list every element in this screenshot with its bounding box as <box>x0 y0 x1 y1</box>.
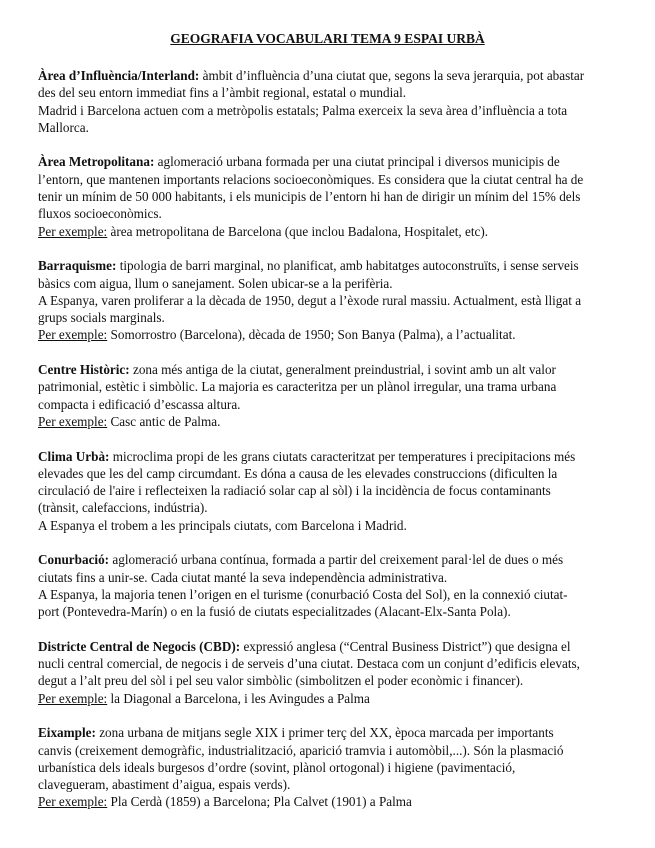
entry-text: l’entorn, que mantenen importants relacions socioeconòmiques. Es considera que la ciutat central ha de <box>38 171 584 187</box>
entry-term: Barraquisme: <box>38 258 117 274</box>
entry-line <box>38 413 638 430</box>
entry-text: àmbit d’influència d’una ciutat que, segons la seva jerarquia, pot abastar <box>199 68 585 83</box>
entry-text: tenir un mínim de 50 000 habitants, i els municipis de l’entorn hi han de dirigir un mínim del 15% dels <box>38 189 581 205</box>
example-label: Per exemple: <box>38 327 108 343</box>
entry-text: A Espanya, varen proliferar a la dècada de 1950, degut a l’èxode rural massiu. Actualment, està lligat a <box>38 292 582 308</box>
entry-text: zona urbana de mitjans segle XIX i primer terç del XX, època marcada per importants <box>95 725 554 741</box>
entry-text: urbanística dels ideals burgesos d’ordre (sovint, plànol ortogonal) i higiene (pavimentació, <box>38 759 516 775</box>
entry-line <box>38 188 638 205</box>
entry-line <box>38 292 638 309</box>
entry-term: Centre Històric: <box>38 362 130 378</box>
entry-line <box>38 603 638 620</box>
entry-text: aglomeració urbana formada per una ciutat principal i diversos municipis de <box>154 154 560 170</box>
entry-text: tipologia de barri marginal, no planificat, amb habitatges autoconstruïts, i sense serveis <box>116 258 579 274</box>
entry-line <box>38 759 638 776</box>
entry-text: clavegueram, abastiment d’aigua, espais verds). <box>38 777 291 793</box>
entry-line <box>38 517 638 534</box>
entry-line <box>38 275 638 292</box>
entry-line <box>38 482 638 499</box>
entry-line <box>38 776 638 793</box>
vocabulary-entry <box>38 448 638 534</box>
entry-text: la Diagonal a Barcelona, i les Avingudes a Palma <box>107 690 370 706</box>
example-label: Per exemple: <box>38 223 108 239</box>
entry-line <box>38 690 638 707</box>
entry-text: degut a l’alt preu del sòl i pel seu valor simbòlic (simbolitzen el poder econòmic i financer). <box>38 673 524 689</box>
entry-line <box>38 396 638 413</box>
entry-line <box>38 672 638 689</box>
entry-line <box>38 67 638 84</box>
entry-line <box>38 119 638 136</box>
vocabulary-entry <box>38 638 638 707</box>
entry-term: Àrea d’Influència/Interland: <box>38 68 200 83</box>
vocabulary-entry <box>38 67 638 136</box>
entry-text: àrea metropolitana de Barcelona (que inclou Badalona, Hospitalet, etc). <box>107 223 489 239</box>
entry-text: Pla Cerdà (1859) a Barcelona; Pla Calvet (1901) a Palma <box>107 794 412 810</box>
entry-term: Districte Central de Negocis (CBD): <box>38 638 241 654</box>
entry-text: fluxos socioeconòmics. <box>38 206 162 222</box>
entry-line <box>38 326 638 343</box>
document-title: GEOGRAFIA VOCABULARI TEMA 9 ESPAI URBÀ <box>170 31 485 46</box>
entry-line <box>38 102 638 119</box>
entry-line <box>38 309 638 326</box>
entry-text: bàsics com aigua, llum o sanejament. Solen ubicar-se a la perifèria. <box>38 275 393 291</box>
entry-line <box>38 223 638 240</box>
example-label: Per exemple: <box>38 690 108 706</box>
vocabulary-list <box>38 67 638 828</box>
entry-line <box>38 724 638 741</box>
entry-term: Eixample: <box>38 725 96 741</box>
vocabulary-entry <box>38 361 638 430</box>
entry-text: Casc antic de Palma. <box>107 413 221 429</box>
entry-line <box>38 793 638 810</box>
entry-text: Somorrostro (Barcelona), dècada de 1950; Son Banya (Palma), a l’actualitat. <box>107 327 516 343</box>
entry-text: Madrid i Barcelona actuen com a metròpolis estatals; Palma exerceix la seva àrea d’influència a tota <box>38 102 568 118</box>
entry-line <box>38 569 638 586</box>
entry-line <box>38 742 638 759</box>
example-label: Per exemple: <box>38 794 108 810</box>
entry-line <box>38 257 638 274</box>
entry-line <box>38 499 638 516</box>
entry-text: des del seu entorn immediat fins a l’àmbit regional, estatal o mundial. <box>38 85 407 101</box>
entry-line <box>38 205 638 222</box>
vocabulary-entry <box>38 153 638 239</box>
entry-line <box>38 586 638 603</box>
entry-line <box>38 465 638 482</box>
entry-text: aglomeració urbana contínua, formada a partir del creixement paral·lel de dues o més <box>109 552 564 568</box>
entry-text: A Espanya, la majoria tenen l’origen en el turisme (conurbació Costa del Sol), en la connexió ciutat- <box>38 586 568 602</box>
entry-term: Àrea Metropolitana: <box>38 154 155 170</box>
entry-text: (trànsit, calefaccions, indústria). <box>38 500 208 516</box>
entry-text: compacta i edificació d’escassa altura. <box>38 396 241 412</box>
entry-text: A Espanya el trobem a les principals ciutats, com Barcelona i Madrid. <box>38 517 407 533</box>
entry-line <box>38 378 638 395</box>
vocabulary-entry <box>38 551 638 620</box>
entry-text: ciutats fins a unir-se. Cada ciutat manté la seva independència administrativa. <box>38 569 448 585</box>
example-label: Per exemple: <box>38 413 108 429</box>
entry-line <box>38 84 638 101</box>
entry-text: microclima propi de les grans ciutats caracteritzat per temperatures i precipitacions més <box>109 448 576 464</box>
entry-text: patrimonial, estètic i simbòlic. La majoria es caracteritza per un plànol irregular, una trama urbana <box>38 379 557 395</box>
entry-text: canvis (creixement demogràfic, industrialització, aparició tramvia i automòbil,...). Són la plasmació <box>38 742 564 758</box>
entry-text: circulació de l'aire i reflecteixen la radiació solar cap al sòl) i la incidència de focus contaminants <box>38 483 551 499</box>
entry-text: Mallorca. <box>38 119 89 135</box>
entry-line <box>38 448 638 465</box>
entry-text: nucli central comercial, de negocis i de serveis d’una ciutat. Destaca com un conjunt d’edificis elevats, <box>38 656 580 672</box>
entry-term: Clima Urbà: <box>38 448 110 464</box>
entry-term: Conurbació: <box>38 552 110 568</box>
entry-text: elevades que les del camp circumdant. Es dóna a causa de les elevades construccions (dificulten la <box>38 465 558 481</box>
vocabulary-entry <box>38 724 638 810</box>
vocabulary-entry <box>38 257 638 343</box>
entry-text: zona més antiga de la ciutat, generalment preindustrial, i sovint amb un alt valor <box>129 362 556 378</box>
entry-text: port (Pontevedra-Marín) o en la fusió de ciutats especialitzades (Alacant-Elx-Santa Pola). <box>38 604 511 620</box>
entry-line <box>38 551 638 568</box>
entry-line <box>38 655 638 672</box>
entry-line <box>38 153 638 170</box>
entry-line <box>38 171 638 188</box>
entry-text: expressió anglesa (“Central Business District”) que designa el <box>240 638 571 654</box>
entry-line <box>38 361 638 378</box>
entry-line <box>38 638 638 655</box>
entry-text: grups socials marginals. <box>38 310 165 326</box>
